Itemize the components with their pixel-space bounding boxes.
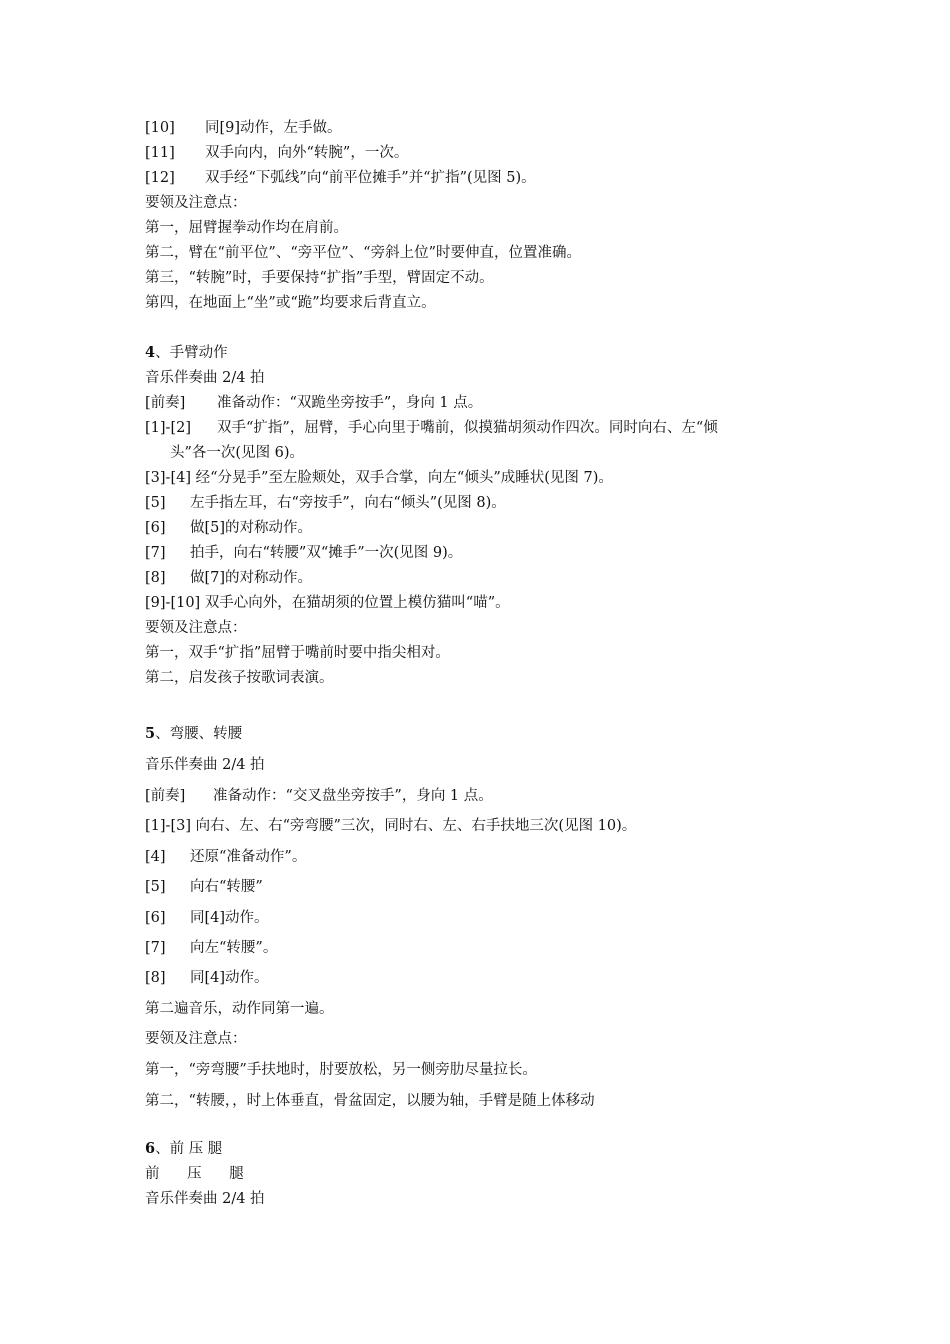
step-5	[145, 493, 506, 513]
step-text: 拍手，向右“转腰”双“摊手”一次(见图 9)。	[190, 545, 463, 561]
step-text: 还原“准备动作”。	[190, 849, 307, 865]
step-6	[145, 518, 312, 538]
step-8	[145, 968, 269, 988]
note-3: 第三，“转腕”时，手要保持“扩指”手型，臂固定不动。	[145, 270, 494, 286]
step-12	[145, 168, 536, 188]
section-title: 、前 压 腿	[155, 1141, 223, 1157]
section-title: 、手臂动作	[155, 345, 228, 361]
step-text: 做[7]的对称动作。	[190, 570, 313, 586]
step-text: 准备动作：“交叉盘坐旁按手”，身向 1 点。	[213, 788, 493, 804]
note-4: 第四，在地面上“坐”或“跪”均要求后背直立。	[145, 295, 436, 311]
step-3-4: [3]-[4] 经“分晃手”至左脸颊处，双手合掌，向左“倾头”成睡状(见图 7)。	[145, 470, 613, 486]
step-label: [6]	[145, 910, 166, 926]
key-points-heading: 要领及注意点：	[145, 195, 247, 211]
step-label: [10]	[145, 120, 175, 136]
step-9-10: [9]-[10] 双手心向外，在猫胡须的位置上模仿猫叫“喵”。	[145, 595, 510, 611]
step-text: 做[5]的对称动作。	[190, 520, 313, 536]
step-7	[145, 938, 277, 958]
section-number: 5	[145, 725, 156, 742]
step-5	[145, 877, 263, 897]
step-label: [7]	[145, 545, 166, 561]
second-music-line: 第二遍音乐，动作同第一遍。	[145, 1001, 334, 1017]
music-line: 音乐伴奏曲 2/4 拍	[145, 1191, 265, 1207]
step-label: [8]	[145, 970, 166, 986]
step-text: 同[9]动作，左手做。	[205, 120, 342, 136]
note-1: 第一，屈臂握拳动作均在肩前。	[145, 220, 348, 236]
section-6-subtitle: 前 压 腿	[145, 1166, 244, 1182]
step-7	[145, 543, 462, 563]
step-label: [7]	[145, 940, 166, 956]
key-points-heading: 要领及注意点：	[145, 620, 247, 636]
step-label: [11]	[145, 145, 175, 161]
section-5-heading	[145, 724, 242, 744]
step-10	[145, 118, 342, 138]
step-text: 双手经“下弧线”向“前平位摊手”并“扩指”(见图 5)。	[205, 170, 536, 186]
prelude-line	[145, 393, 482, 413]
step-label: [12]	[145, 170, 175, 186]
note-2: 第二，臂在“前平位”、“旁平位”、“旁斜上位”时要伸直，位置准确。	[145, 245, 581, 261]
step-text: 同[4]动作。	[190, 970, 269, 986]
step-label: [1]-[2]	[145, 420, 191, 436]
step-label: [5]	[145, 879, 166, 895]
step-label: [6]	[145, 520, 166, 536]
step-11	[145, 143, 408, 163]
step-1-3: [1]-[3] 向右、左、右“旁弯腰”三次，同时右、左、右手扶地三次(见图 10)。	[145, 818, 637, 834]
step-1-2-continued: 头”各一次(见图 6)。	[170, 445, 305, 461]
section-number: 4	[145, 344, 156, 361]
step-text: 双手“扩指”，屈臂，手心向里于嘴前，似摸猫胡须动作四次。同时向右、左“倾	[217, 420, 718, 436]
note-1: 第一，双手“扩指”屈臂于嘴前时要中指尖相对。	[145, 645, 450, 661]
step-label: [4]	[145, 849, 166, 865]
key-points-heading: 要领及注意点：	[145, 1031, 247, 1047]
prelude-line	[145, 786, 493, 806]
music-line: 音乐伴奏曲 2/4 拍	[145, 757, 265, 773]
step-label: [8]	[145, 570, 166, 586]
step-6	[145, 908, 269, 928]
step-text: 向右“转腰”	[190, 879, 263, 895]
step-text: 向左“转腰”。	[190, 940, 278, 956]
section-number: 6	[145, 1140, 156, 1157]
step-text: 准备动作：“双跪坐旁按手”，身向 1 点。	[217, 395, 483, 411]
section-title: 、弯腰、转腰	[155, 726, 243, 742]
step-1-2	[145, 418, 718, 438]
step-text: 双手向内，向外“转腕”，一次。	[205, 145, 409, 161]
music-line: 音乐伴奏曲 2/4 拍	[145, 370, 265, 386]
step-4	[145, 847, 306, 867]
step-text: 左手指左耳，右“旁按手”，向右“倾头”(见图 8)。	[190, 495, 506, 511]
step-label: [前奏]	[145, 788, 186, 804]
step-label: [前奏]	[145, 395, 186, 411]
section-6-heading	[145, 1139, 222, 1159]
step-text: 同[4]动作。	[190, 910, 269, 926]
step-8	[145, 568, 312, 588]
section-4-heading	[145, 343, 228, 363]
note-2: 第二，启发孩子按歌词表演。	[145, 670, 334, 686]
note-2: 第二，“转腰，，时上体垂直，骨盆固定，以腰为轴，手臂是随上体移动	[145, 1093, 595, 1109]
note-1: 第一，“旁弯腰”手扶地时，肘要放松，另一侧旁肋尽量拉长。	[145, 1062, 537, 1078]
step-label: [5]	[145, 495, 166, 511]
